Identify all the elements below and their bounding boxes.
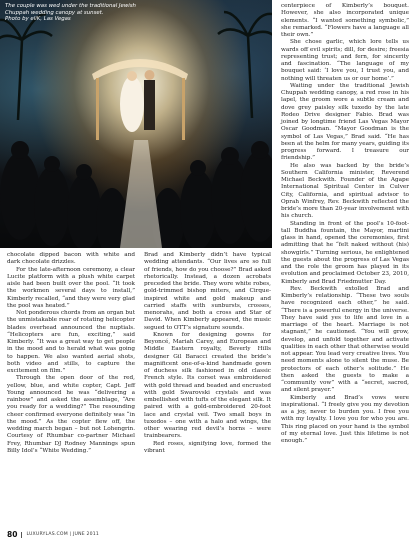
bride-gown (120, 76, 144, 132)
paragraph: For the late-afternoon ceremony, a clear Lucite platform with a plush white carpet aisle had been built over the pool. “It took the workmen several days to install,” Kimberly recalled, “and they were very glad the pool was heated.” (7, 266, 135, 309)
paragraph: She chose garlic, which lore tells us wards off evil spirits; dill, for desire; freesia representing trust; and fern, for sincerity and fascination. “The language of my bouquet said: ‘I love you, I trust you, and nothing will threaten us or our home’.” (281, 39, 409, 82)
paragraph: Red roses, signifying love, formed the vibrant (144, 440, 271, 454)
chuppah-pole-right (182, 78, 185, 140)
photo-caption (5, 3, 155, 23)
paragraph: Known for designing gowns for Beyoncé, Mariah Carey, and European and Middle Eastern royalty, Beverly Hills designer Gil Baracci created the bride’s magnificent one-of-a-kind handmade gown of duchess silk fashioned in old classic French style. Its corset was embroidered with gold thread and beaded and encrusted with gold Swarovski crystals and was embellished with tufts of the elegant silk. It paired with a gold-embroidered 20-foot lace and crystal veil. Two small boys in tuxedos – one with a halo and wings, the other wearing red devil’s horns – were trainbearers. (144, 331, 271, 440)
paragraph: centerpiece of Kimberly’s bouquet. However, she also incorporated unique elements. “I wanted something symbolic,” she remarked. “Flowers have a language all their own.” (281, 3, 409, 38)
article-column-1 (7, 252, 135, 455)
paragraph: Through the open door of the red, yellow, blue, and white copter, Capt. Jeff Young announced he was “delivering a rainbow” and asked the assemblage, “Are you ready for a wedding?” The resounding cheer confirmed everyone definitely was “in the mood.” As the copter flew off, the wedding march began – but not Lohengrin. Courtesy of Rhumbar co-partner Michael Frey, Rhumbar DJ Rodney Mannings spun Billy Idol’s “White Wedding.” (7, 375, 135, 454)
paragraph: Standing in front of the pool’s 10-foot-tall Buddha fountain, the Mayor, martini glass in hand, opened the ceremonies, first admitting that he “felt naked without (his) showgirls.” Turning serious, he enlightened the guests about the progress of Las Vegas and the role the groom has played in its evolution and proclaimed October 23, 2010, Kimberly and Brad Friedmutter Day. (281, 220, 409, 285)
paragraph: Kimberly and Brad’s vows were inspirational. “I freely give you my devotion as a joy, never to burden you. I free you with my loyalty. I love you for who you are. This ring placed on your hand is the symbol of my eternal love. Just this lifetime is not enough.” (281, 394, 409, 444)
wedding-photo (0, 0, 272, 248)
photo-credit: Photo by eliK, Las Vegas (5, 16, 71, 23)
caption-text: The couple was wed under the traditional Jewish Chuppah wedding canopy at sunset. (5, 3, 136, 16)
article-column-3 (281, 3, 409, 445)
page-footer (7, 530, 207, 539)
aisle-carpet (120, 140, 162, 248)
chuppah-pole-left (96, 78, 99, 140)
footer-divider (21, 532, 22, 538)
article-column-2 (144, 252, 271, 455)
bride-head (127, 71, 137, 81)
groom-figure (144, 80, 155, 130)
chuppah-canopy (92, 59, 188, 80)
paragraph: Not ponderous chords from an organ but the unmistakable roar of rotating helicopter blades overhead announced the nuptials. “Helicopters are fun, exciting,” said Kimberly. “It was a great way to get people in the mood and to herald what was going to happen. We also wanted aerial shots, both video and stills, to capture the excitement on film.” (7, 310, 135, 374)
wedding-scene-illustration (0, 0, 272, 248)
paragraph: Brad and Kimberly didn’t have typical wedding attendants. “Our lives are so full of friends, how do you choose?” Brad asked rhetorically. Instead, a dozen acrobats preceded the bride. They wore white robes, gold-trimmed bishop miters, and Cirque-inspired white and gold makeup and carried staffs with sunbursts, crosses, menorahs, and both a cross and Star of David. When Kimberly appeared, the music segued to OTT’s signature sounds. (144, 252, 271, 331)
groom-head (145, 70, 155, 80)
paragraph: He also was backed by the bride’s Southern California minister, Reverend Michael Beckwith. Founder of the Agape International Spiritual Center in Culver City, California, and spiritual advisor to Oprah Winfrey, Rev. Beckwith reflected the bride’s more than 20-year involvement with his church. (281, 162, 409, 220)
page-number: 80 (7, 530, 18, 539)
palm-tree-right (218, 12, 272, 118)
publication-info: LUXURYLAS.COM | JUNE 2011 (26, 532, 99, 537)
paragraph: Rev. Beckwith extolled Brad and Kimberly’s relationship. “These two souls have recognized each other,” he said. “There is a powerful energy in the universe. They have said yes to life and love in a marriage of the heart. Marriage is not stagnant,” he cautioned. “You will grow, develop, and unfold together and activate qualities in each other that otherwise would not appear. You lead very creative lives. You need moments alone to silent the muse. Be protectors of each other’s solitude.” He then asked the guests to make a “community vow” with a “secret, sacred, and silent prayer.” (281, 285, 409, 394)
palm-tree-left (0, 14, 52, 120)
paragraph: Waiting under the traditional Jewish Chuppah wedding canopy, a red rose in his lapel, the groom wore a subtle cream and dove grey paisley silk tuxedo by the late Rodeo Drive designer Fabio. Brad was joined by longtime friend Las Vegas Mayor Oscar Goodman. “Mayor Goodman is the symbol of Las Vegas,” Brad said. “He has been at the helm for many years, guiding its progress forward. I treasure our friendship.” (281, 82, 409, 162)
paragraph: chocolate dipped bacon with white and dark chocolate drizzles. (7, 252, 135, 266)
